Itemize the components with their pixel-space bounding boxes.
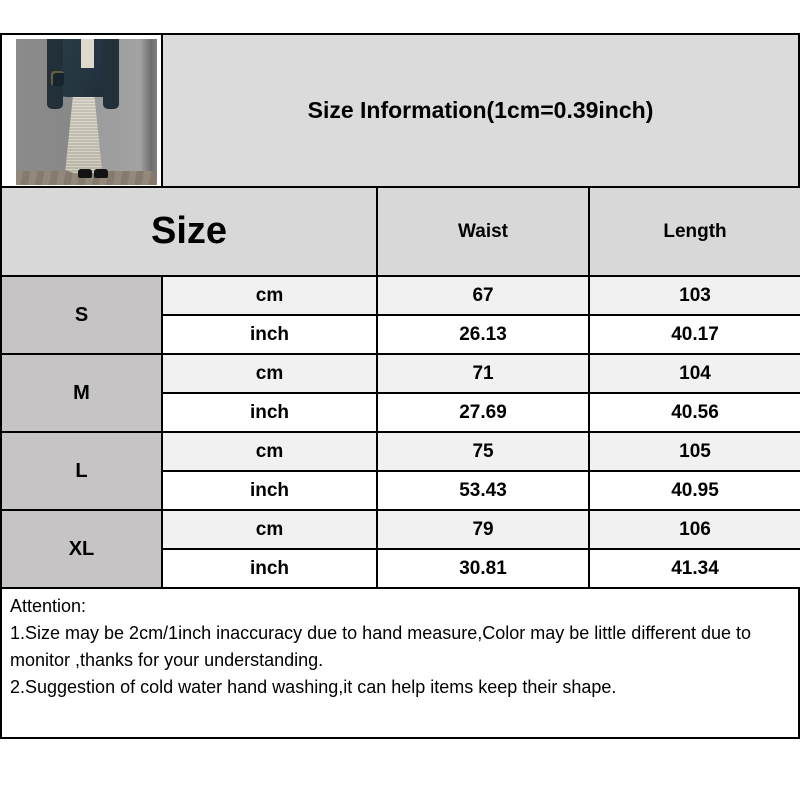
product-photo-image [16,39,157,185]
unit-cell: inch [162,471,377,510]
table-header-row [1,187,800,276]
unit-cell: cm [162,510,377,549]
unit-cell: inch [162,549,377,588]
photo-shoe-shape [78,169,92,178]
length-value-cell: 40.95 [589,471,800,510]
length-value-cell: 105 [589,432,800,471]
attention-note-1: 1.Size may be 2cm/1inch inaccuracy due to hand measure,Color may be little different due to monitor ,thanks for your understanding. [10,623,752,670]
waist-value-cell: 26.13 [377,315,589,354]
waist-value-cell: 27.69 [377,393,589,432]
size-label-s: S [1,276,162,354]
waist-value-cell: 30.81 [377,549,589,588]
waist-value-cell: 79 [377,510,589,549]
size-table [0,186,800,589]
photo-camisole-shape [81,39,94,68]
photo-handbag-shape [51,71,64,86]
attention-section [0,589,800,739]
size-information-banner [163,35,798,186]
length-value-cell: 41.34 [589,549,800,588]
waist-value-cell: 71 [377,354,589,393]
table-row-m-cm [1,354,800,393]
length-value-cell: 40.56 [589,393,800,432]
photo-sleeve-shape [103,39,119,109]
top-band [0,33,800,186]
size-header-cell: Size [1,187,377,276]
top-margin [0,0,800,33]
unit-cell: inch [162,393,377,432]
unit-cell: cm [162,276,377,315]
waist-value-cell: 67 [377,276,589,315]
length-value-cell: 40.17 [589,315,800,354]
product-photo-cell [2,35,163,186]
photo-shoe-shape [94,169,108,178]
length-header-cell: Length [589,187,800,276]
attention-note-2: 2.Suggestion of cold water hand washing,it can help items keep their shape. [10,677,617,697]
length-value-cell: 104 [589,354,800,393]
waist-header-cell: Waist [377,187,589,276]
waist-value-cell: 53.43 [377,471,589,510]
banner-title: Size Information(1cm=0.39inch) [307,97,654,123]
size-label-l: L [1,432,162,510]
unit-cell: cm [162,354,377,393]
size-label-m: M [1,354,162,432]
length-value-cell: 106 [589,510,800,549]
size-label-xl: XL [1,510,162,588]
waist-value-cell: 75 [377,432,589,471]
length-value-cell: 103 [589,276,800,315]
table-row-s-cm [1,276,800,315]
unit-cell: cm [162,432,377,471]
attention-title: Attention: [10,596,87,616]
unit-cell: inch [162,315,377,354]
table-row-l-cm [1,432,800,471]
table-row-xl-cm [1,510,800,549]
